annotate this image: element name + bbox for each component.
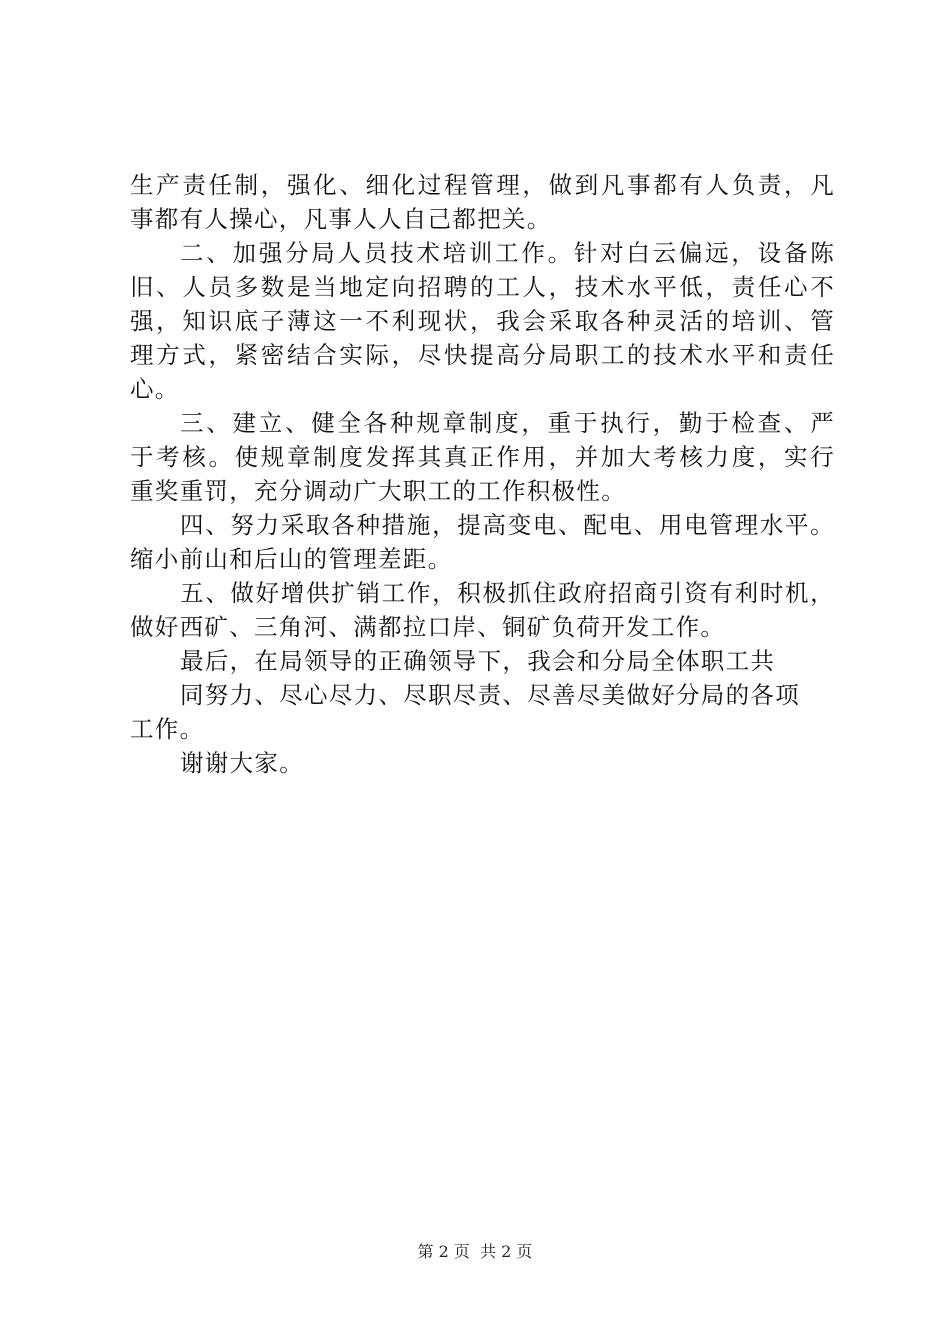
text-line: 重奖重罚，充分调动广大职工的工作积极性。 [130,477,626,505]
thanks-line: 谢谢大家。 [180,749,304,777]
text-line: 做好西矿、三角河、满都拉口岸、铜矿负荷开发工作。 [130,613,726,641]
text-line: 旧、人员多数是当地定向招聘的工人，技术水平低，责任心不 [130,273,835,301]
text-line: 工作。 [130,715,205,743]
page-footer [0,1242,950,1262]
text-line: 强，知识底子薄这一不利现状，我会采取各种灵活的培训、管 [130,307,835,335]
section-three-line: 三、建立、健全各种规章制度，重于执行，勤于检查、严 [180,409,835,437]
section-two-line: 二、加强分局人员技术培训工作。针对白云偏远，设备陈 [180,239,835,267]
page-number-label: 第 2 页 共 2 页 [417,1242,533,1261]
text-line: 生产责任制，强化、细化过程管理，做到凡事都有人负责，凡 [130,171,835,199]
text-line: 事都有人操心，凡事人人自己都把关。 [130,205,552,233]
closing-line: 同努力、尽心尽力、尽职尽责、尽善尽美做好分局的各项 [180,681,800,709]
text-line: 理方式，紧密结合实际，尽快提高分局职工的技术水平和责任 [130,341,835,369]
closing-line: 最后，在局领导的正确领导下，我会和分局全体职工共 [180,647,776,675]
text-line: 缩小前山和后山的管理差距。 [130,545,453,573]
document-body [130,168,835,780]
text-line: 于考核。使规章制度发挥其真正作用，并加大考核力度，实行 [130,443,835,471]
section-five-line: 五、做好增供扩销工作，积极抓住政府招商引资有利时机， [180,579,835,607]
section-four-line: 四、努力采取各种措施，提高变电、配电、用电管理水平。 [180,511,835,539]
text-line: 心。 [130,375,180,403]
